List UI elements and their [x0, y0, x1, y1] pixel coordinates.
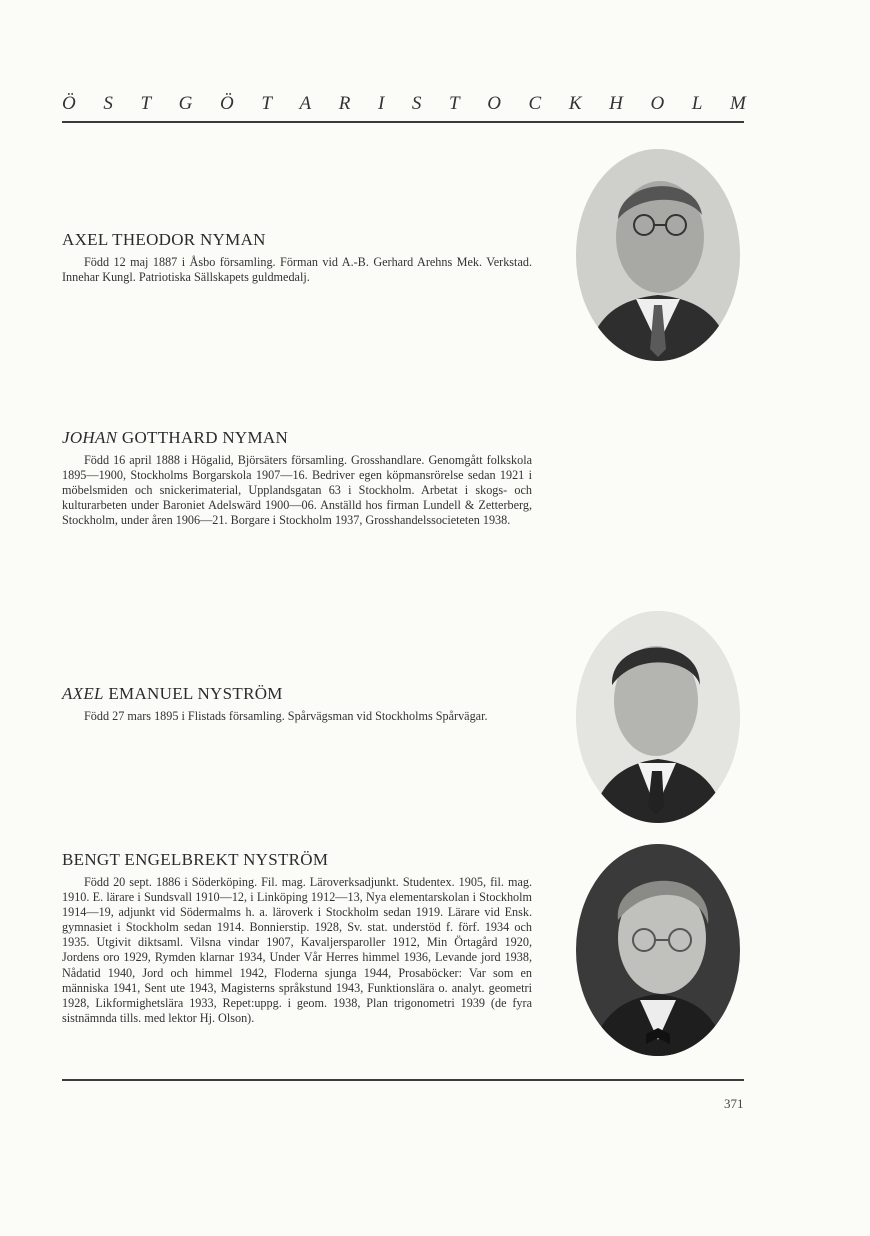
header-letter: Ö: [62, 93, 76, 114]
entry-name: [62, 684, 532, 704]
entry-johan-gotthard-nyman: [62, 428, 532, 528]
entry-name-rest: EMANUEL NYSTRÖM: [103, 684, 283, 703]
header-letter: L: [691, 93, 703, 114]
portrait-illustration: [576, 149, 740, 361]
entry-bengt-engelbrekt-nystrom: [62, 850, 532, 1026]
entry-name: [62, 850, 532, 870]
header-letter: S: [411, 93, 422, 114]
entry-bio: Född 20 sept. 1886 i Söderköping. Fil. mag. Läroverksadjunkt. Studentex. 1905, fil. mag. 1910. E. lärare i Sundsvall 1910—12, i Linköping 1912—13, Nya elementarskolan i Stockholm 1914—19, adjunkt vid Södermalms h. a. läroverk i Stockholm sedan 1919. Lärare vid Ensk. gymnasiet i Stockholm sedan 1914. Bonnierstip. 1928, Sv. stat. understöd f. förf. 1934 och 1935. Utgivit diktsaml. Vilsna vindar 1907, Kavaljersparoller 1912, Min Örtagård 1920, Jordens oro 1929, Rymden klarnar 1934, Under Vår Herres himmel 1936, Levande jord 1938, Nådatid 1940, Jord och himmel 1942, Floderna sjunga 1944, Prosaböcker: Var som en människa 1941, Sent ute 1943, Magisterns språkstund 1943, Funktionslära o. analyt. geometri 1928, Likformighetslära 1933, Repet:uppg. i geom. 1938, Plan trigonometri 1939 (de fyra sistnämnda tills. med lektor Hj. Olson).: [62, 875, 532, 1025]
footer-rule: [62, 1079, 744, 1081]
header-letter: K: [568, 93, 582, 114]
entry-axel-emanuel-nystrom: [62, 684, 532, 724]
header-rule: [62, 121, 744, 123]
header-letter: A: [299, 93, 312, 114]
entry-name-text: BENGT ENGELBREKT NYSTRÖM: [62, 850, 329, 869]
header-letter: O: [487, 93, 501, 114]
entry-name-italic: JOHAN: [62, 428, 118, 447]
header-letter: I: [377, 93, 385, 114]
portrait-photo: [576, 844, 740, 1056]
page-number: 371: [724, 1096, 744, 1111]
header-letter: S: [103, 93, 113, 114]
portrait-photo: [576, 611, 740, 823]
header-letter: R: [338, 93, 351, 114]
entry-name-rest: GOTTHARD NYMAN: [117, 428, 289, 447]
entry-name: [62, 428, 532, 448]
portrait-illustration: [576, 844, 740, 1056]
header-letter: T: [449, 93, 460, 114]
header-letter: T: [140, 93, 152, 114]
header-letter: C: [528, 93, 542, 114]
entry-name: [62, 230, 532, 250]
portrait-illustration: [576, 611, 740, 823]
entry-axel-theodor-nyman: [62, 230, 532, 285]
running-header: [62, 93, 746, 115]
header-letter: M: [730, 93, 746, 114]
entry-name-text: AXEL THEODOR NYMAN: [62, 230, 266, 249]
header-letter: Ö: [219, 93, 234, 114]
entry-bio: Född 27 mars 1895 i Flistads församling. Spårvägsman vid Stockholms Spårvägar.: [84, 709, 488, 723]
portrait-photo: [576, 149, 740, 361]
entry-bio: Född 12 maj 1887 i Åsbo församling. Förman vid A.-B. Gerhard Arehns Mek. Verkstad. Innehar Kungl. Patriotiska Sällskapets guldmedalj.: [62, 255, 532, 285]
entry-bio: Född 16 april 1888 i Högalid, Björsäters församling. Grosshandlare. Genomgått folkskola 1895—1900, Stockholms Borgarskola 1907—16. Bedriver egen köpmansrörelse sedan 1921 i möbelsmiden och snickerimaterial, Upplandsgatan 63 i Stockholm. Arbetat i skogs- och kulturarbeten under Baroniet Adelswärd 1900—06. Anställd hos firman Lundell & Zetterberg, Stockholm, under åren 1906—21. Borgare i Stockholm 1937, Grosshandelssocieteten 1938.: [62, 453, 532, 528]
header-letter: O: [650, 93, 665, 114]
header-letter: H: [609, 93, 623, 114]
entry-name-italic: AXEL: [62, 684, 104, 703]
header-letter: T: [261, 93, 272, 114]
header-letter: G: [178, 93, 193, 114]
